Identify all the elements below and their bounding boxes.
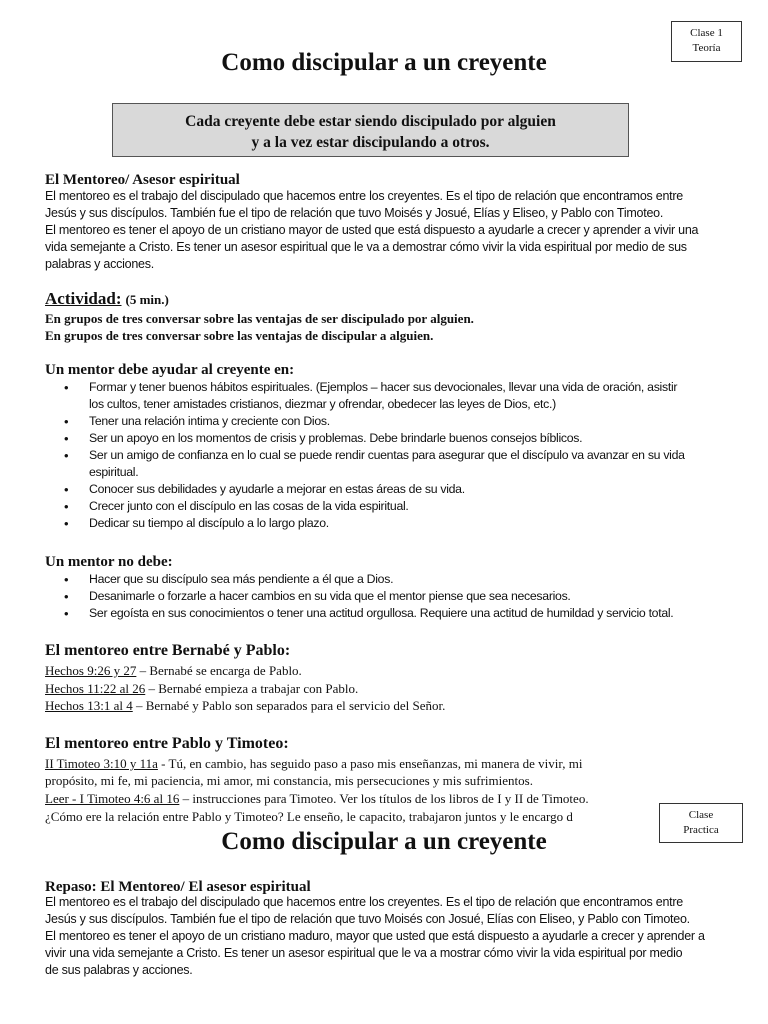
section-heading-mentor-no-debe: Un mentor no debe: xyxy=(45,554,173,570)
actividad-label: Actividad: xyxy=(45,289,122,308)
list-item: • Formar y tener buenos hábitos espirituales. (Ejemplos – hacer sus devocionales, llevar una vida de oración, asistir los cultos, tener amistades cristianos, diezmar y ofrendar, obedecer las leyes de Dios, etc.) xyxy=(64,379,736,413)
paragraph-line: de sus palabras y acciones. xyxy=(45,963,193,977)
list-item: • Desanimarle o forzarle a hacer cambios en su vida que el mentor piense que sea necesarios. xyxy=(64,588,736,605)
actividad-time: (5 min.) xyxy=(125,292,169,307)
paragraph-line: El mentoreo es tener el apoyo de un cristiano maduro, mayor que usted que está dispuesto a ayudarle a crecer y aprender a xyxy=(45,929,705,943)
class-tag-top-line1: Clase 1 xyxy=(690,27,723,39)
repaso-paragraph xyxy=(45,894,735,979)
paragraph-line: palabras y acciones. xyxy=(45,257,154,271)
list-item: • Dedicar su tiempo al discípulo a lo largo plazo. xyxy=(64,515,736,532)
list-item: • Ser egoísta en sus conocimientos o tener una actitud orgullosa. Requiere una actitud de humildad y servicio total. xyxy=(64,605,736,622)
page-title-second: Como discipular a un creyente xyxy=(221,828,547,855)
scripture-link[interactable]: Hechos 9:26 y 27 xyxy=(45,663,137,678)
scripture-link[interactable]: Leer - I Timoteo 4:6 al 16 xyxy=(45,791,180,806)
list-item: • Ser un apoyo en los momentos de crisis y problemas. Debe brindarle buenos consejos bíblicos. xyxy=(64,430,736,447)
list-item: • Conocer sus debilidades y ayudarle a mejorar en estas áreas de su vida. xyxy=(64,481,736,498)
banner-line-2: y a la vez estar discipulando a otros. xyxy=(251,134,490,151)
bernabe-ref-1: Hechos 9:26 y 27 – Bernabé se encarga de Pablo. xyxy=(45,663,302,678)
scripture-link[interactable]: II Timoteo 3:10 y 11a xyxy=(45,756,158,771)
mentoreo-paragraph xyxy=(45,188,735,273)
list-item: • Ser un amigo de confianza en lo cual se puede rendir cuentas para asegurar que el discípulo va avanzar en su vida espiritual. xyxy=(64,447,736,481)
scripture-link[interactable]: Hechos 13:1 al 4 xyxy=(45,698,133,713)
key-statement-banner xyxy=(112,103,629,157)
list-item: • Hacer que su discípulo sea más pendiente a él que a Dios. xyxy=(64,571,736,588)
list-item: • Tener una relación intima y creciente con Dios. xyxy=(64,413,736,430)
paragraph-line: vivir una vida semejante a Cristo. Es tener un asesor espiritual que le va a mostrar cómo vivir la vida espiritual por medio xyxy=(45,946,683,960)
paragraph-line: vida semejante a Cristo. Es tener un asesor espiritual que le va a demostrar cómo vivir la vida espiritual por medio de sus xyxy=(45,240,687,254)
section-heading-repaso: Repaso: El Mentoreo/ El asesor espiritual xyxy=(45,879,311,895)
paragraph-line: Jesús y sus discípulos. También fue el tipo de relación que tuvo Moisés y Josué, Elías y Eliseo, y Pablo con Timoteo. xyxy=(45,206,664,220)
timoteo-ref-1-cont: propósito, mi fe, mi paciencia, mi amor, mi constancia, mis persecuciones y mis sufrimientos. xyxy=(45,773,533,788)
actividad-line-1: En grupos de tres conversar sobre las ventajas de ser discipulado por alguien. xyxy=(45,311,474,326)
class-tag-top-line2: Teoría xyxy=(692,42,721,54)
timoteo-question: ¿Cómo ere la relación entre Pablo y Timoteo? Le enseño, le capacito, trabajaron juntos y le encargo d xyxy=(45,809,573,824)
class-tag-bottom-line1: Clase xyxy=(688,809,714,821)
class-tag-bottom-line2: Practica xyxy=(683,824,719,836)
timoteo-ref-2: Leer - I Timoteo 4:6 al 16 – instrucciones para Timoteo. Ver los títulos de los libros de I y II de Timoteo. xyxy=(45,791,589,806)
paragraph-line: El mentoreo es el trabajo del discipulado que hacemos entre los creyentes. Es el tipo de relación que encontramos entre xyxy=(45,895,683,909)
actividad-line-2: En grupos de tres conversar sobre las ventajas de discipular a alguien. xyxy=(45,328,434,343)
list-item: • Crecer junto con el discípulo en las cosas de la vida espiritual. xyxy=(64,498,736,515)
section-heading-mentoreo: El Mentoreo/ Asesor espiritual xyxy=(45,172,240,188)
mentor-debe-list xyxy=(64,379,736,532)
page-title: Como discipular a un creyente xyxy=(221,49,547,76)
bernabe-ref-2: Hechos 11:22 al 26 – Bernabé empieza a trabajar con Pablo. xyxy=(45,681,359,696)
paragraph-line: El mentoreo es tener el apoyo de un cristiano mayor de usted que está dispuesto a ayudarle a crecer y aprender a vivir una xyxy=(45,223,699,237)
banner-line-1: Cada creyente debe estar siendo discipulado por alguien xyxy=(185,113,556,130)
section-heading-mentor-debe: Un mentor debe ayudar al creyente en: xyxy=(45,362,295,378)
scripture-link[interactable]: Hechos 11:22 al 26 xyxy=(45,681,146,696)
section-heading-bernabe-pablo: El mentoreo entre Bernabé y Pablo: xyxy=(45,642,291,659)
section-heading-pablo-timoteo: El mentoreo entre Pablo y Timoteo: xyxy=(45,735,289,752)
paragraph-line: Jesús y sus discípulos. También fue el tipo de relación que tuvo Moisés con Josué, Elías con Eliseo, y Pablo con Timoteo. xyxy=(45,912,690,926)
timoteo-ref-1: II Timoteo 3:10 y 11a - Tú, en cambio, has seguido paso a paso mis enseñanzas, mi manera de vivir, mi xyxy=(45,756,583,771)
actividad-heading xyxy=(45,289,169,310)
paragraph-line: El mentoreo es el trabajo del discipulado que hacemos entre los creyentes. Es el tipo de relación que encontramos entre xyxy=(45,189,683,203)
mentor-no-debe-list xyxy=(64,571,736,622)
bernabe-ref-3: Hechos 13:1 al 4 – Bernabé y Pablo son separados para el servicio del Señor. xyxy=(45,698,446,713)
